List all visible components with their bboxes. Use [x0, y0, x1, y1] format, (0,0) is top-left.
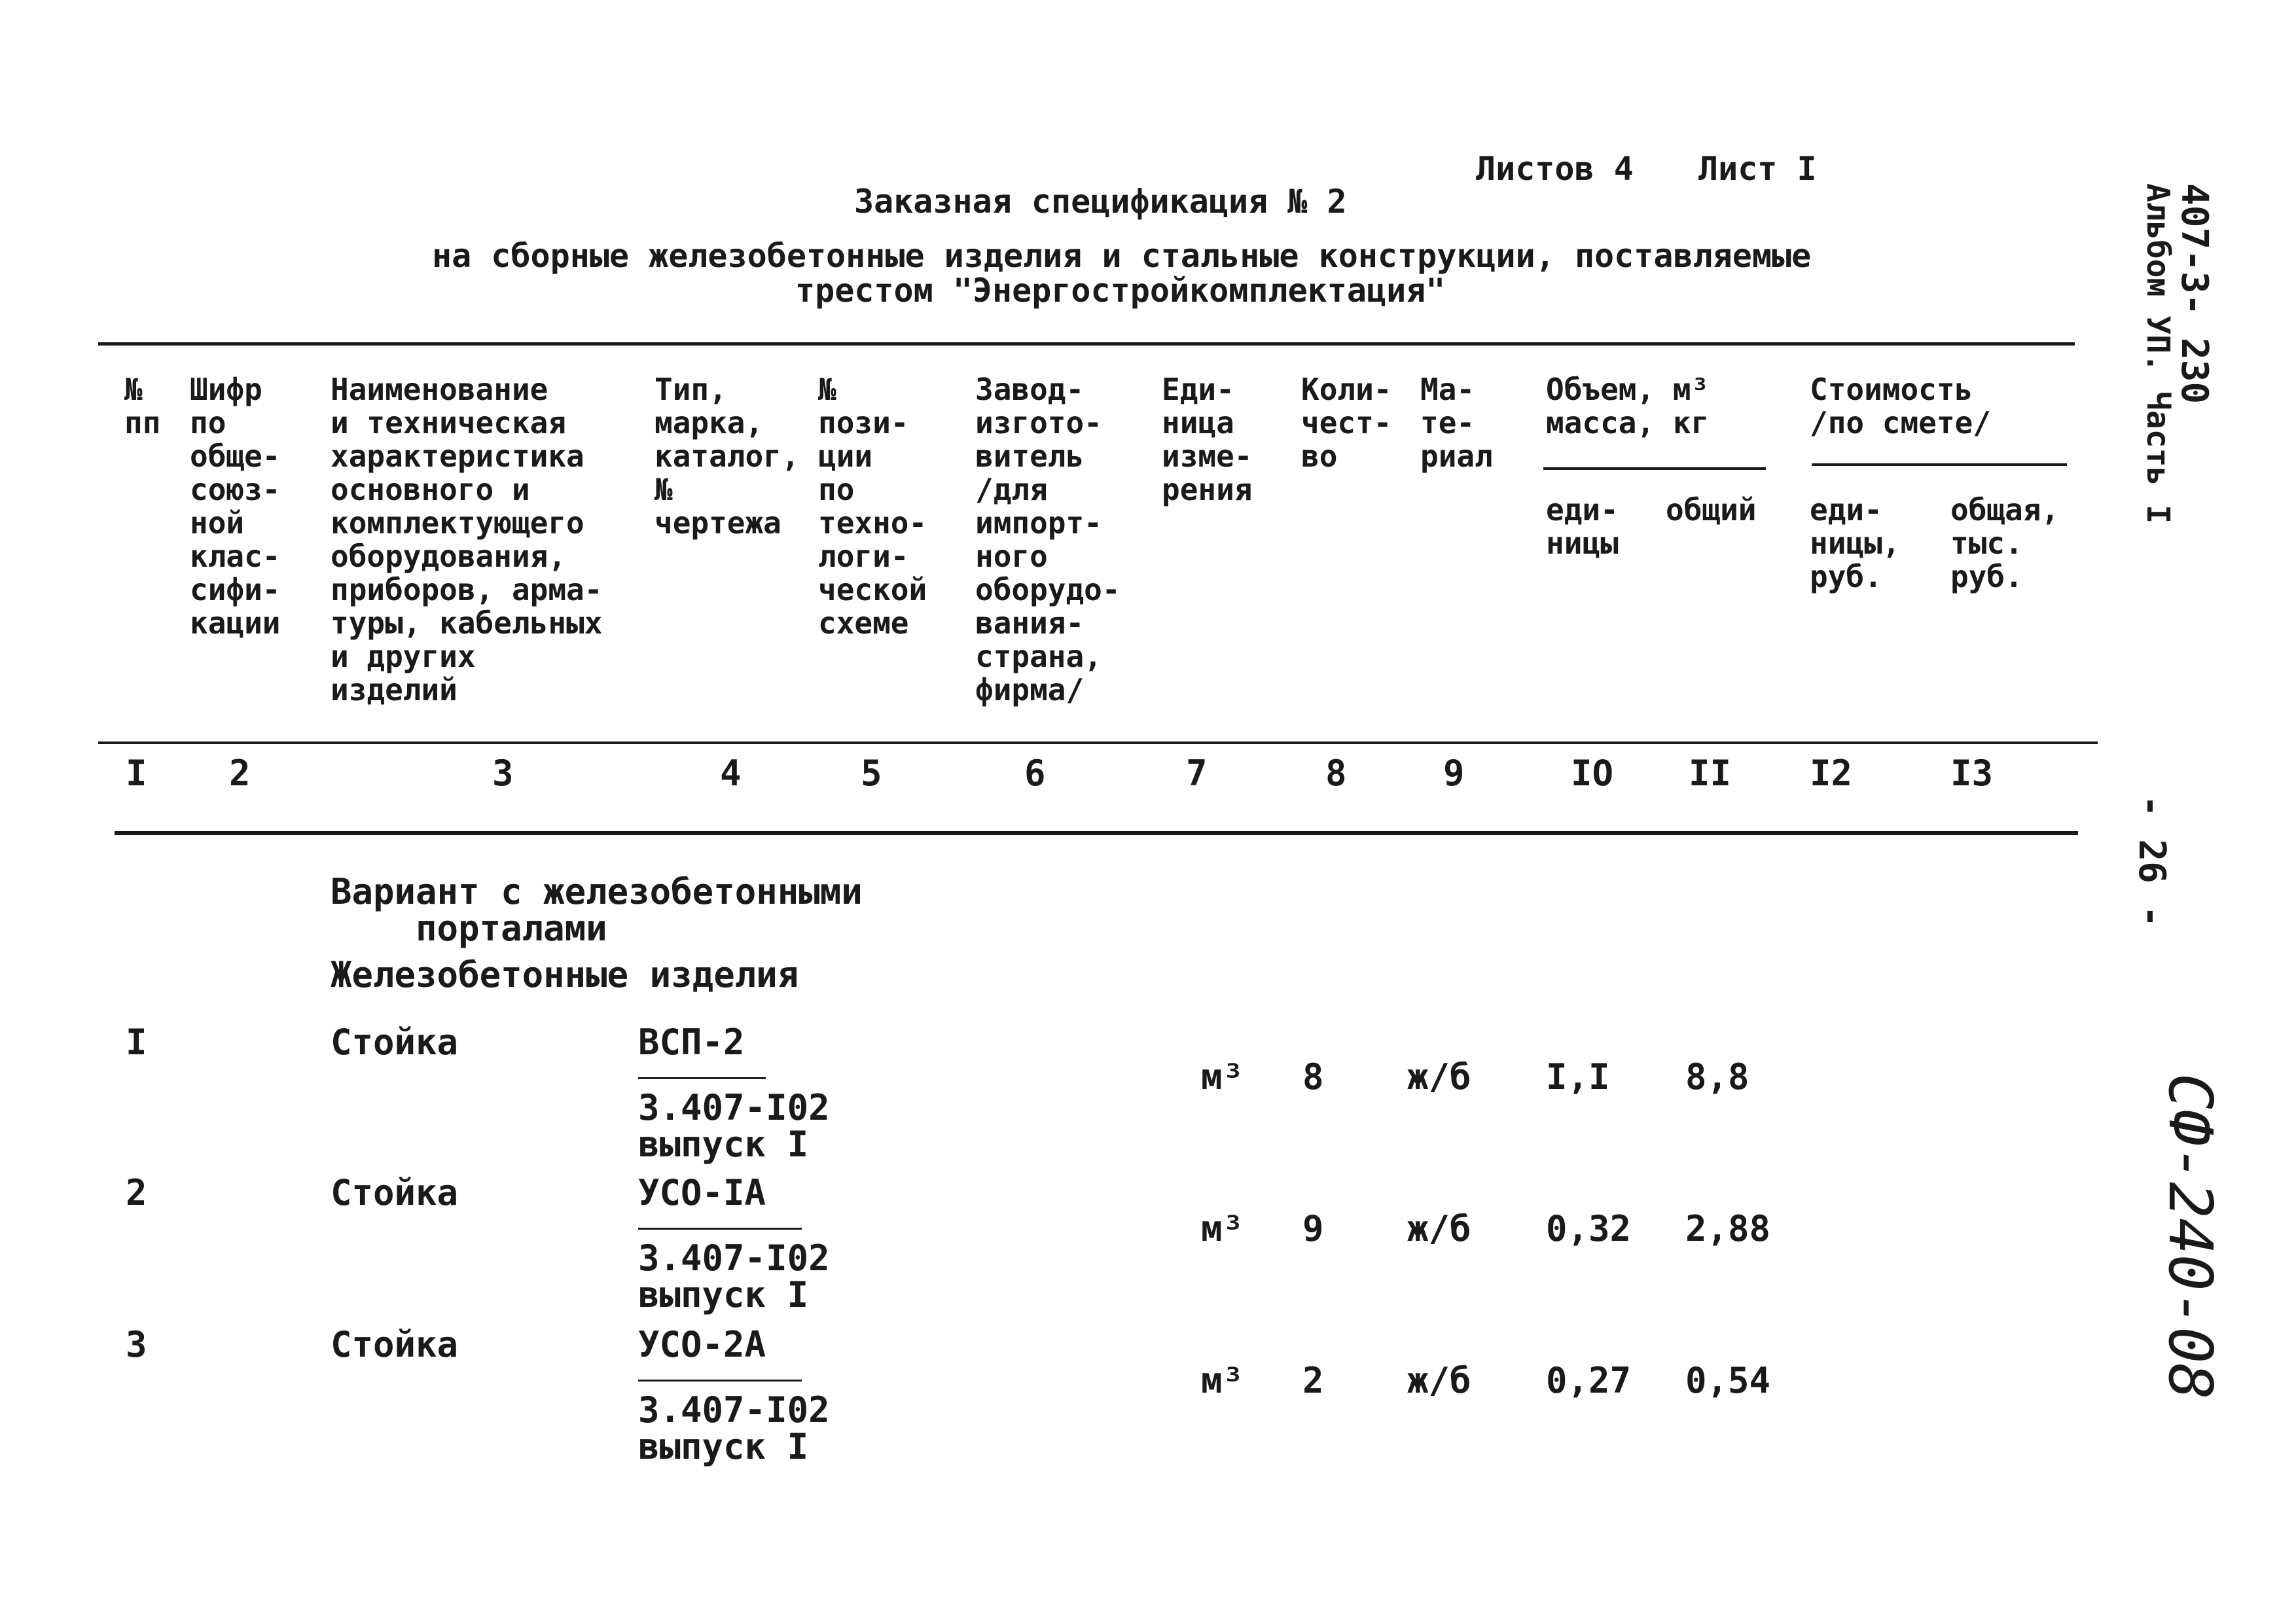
col-number: 8 [1325, 753, 1347, 794]
col-numbers-rule [115, 831, 2078, 835]
col-number: II [1689, 753, 1732, 794]
row-volume-unit: I,I [1546, 1056, 1610, 1097]
col-number: 7 [1186, 753, 1208, 794]
document-title: Заказная спецификация № 2 [854, 183, 1347, 221]
row-volume-total: 2,88 [1685, 1208, 1771, 1249]
row-series: 3.407-I02 выпуск I [638, 1087, 830, 1165]
col-header-9: Ма- те- риал [1420, 372, 1493, 474]
col-header-6: Завод- изгото- витель /для импорт- ного оборудо- вания- страна, фирма/ [975, 372, 1121, 707]
album-code: 407-3- 230 [2173, 183, 2215, 404]
section-variant: Вариант с железобетонными порталами [331, 871, 863, 949]
fraction-line [638, 1228, 802, 1230]
row-volume-unit: 0,27 [1546, 1360, 1632, 1401]
document-subtitle-line1: на сборные железобетонные изделия и стальные конструкции, поставляемые [432, 237, 1812, 275]
row-qty: 9 [1302, 1208, 1324, 1249]
row-volume-total: 0,54 [1685, 1360, 1771, 1401]
table-top-rule [98, 342, 2075, 346]
fraction-line [638, 1380, 802, 1382]
section-group: Железобетонные изделия [331, 954, 799, 995]
sheet-number: Лист I [1698, 150, 1817, 188]
row-number: I [126, 1022, 147, 1063]
row-type: УСО-IА [638, 1172, 766, 1213]
row-type: ВСП-2 [638, 1022, 745, 1063]
row-material: ж/б [1407, 1056, 1471, 1097]
col-header-13: общая, тыс. руб. [1950, 492, 2060, 594]
col-number: 2 [229, 753, 251, 794]
row-unit: м³ [1201, 1056, 1244, 1097]
col-header-cost-group: Стоимость /по смете/ [1810, 372, 1991, 440]
col-number: I [126, 753, 147, 794]
row-material: ж/б [1407, 1360, 1471, 1401]
fraction-line [638, 1077, 766, 1079]
col-header-2: Шифр по обще- союз- ной клас- сифи- кации [190, 372, 281, 641]
col-header-7: Еди- ница изме- рения [1162, 372, 1253, 507]
col-number: 5 [861, 753, 882, 794]
page-number: - 26 - [2130, 795, 2173, 928]
col-header-1: № пп [124, 372, 161, 440]
row-number: 2 [126, 1172, 147, 1213]
col-number: IO [1571, 753, 1614, 794]
row-volume-total: 8,8 [1685, 1056, 1749, 1097]
col-number: I3 [1950, 753, 1994, 794]
row-qty: 8 [1302, 1056, 1324, 1097]
col-header-8: Коли- чест- во [1301, 372, 1392, 474]
row-name: Стойка [331, 1172, 459, 1213]
header-bottom-rule [98, 741, 2098, 744]
col-header-3: Наименование и техническая характеристика основного и комплектующего оборудования, приборов, арма- туры, кабельных и других изделий [331, 372, 603, 707]
document-subtitle-line2: трестом "Энергостройкомплектация" [795, 272, 1446, 310]
col-header-4: Тип, марка, каталог, № чертежа [655, 372, 800, 541]
col-header-volume-group: Объем, м³ масса, кг [1546, 372, 1710, 440]
volume-group-rule [1543, 467, 1766, 470]
row-qty: 2 [1302, 1360, 1324, 1401]
row-material: ж/б [1407, 1208, 1471, 1249]
row-series: 3.407-I02 выпуск I [638, 1238, 830, 1315]
col-header-12: еди- ницы, руб. [1810, 492, 1901, 594]
col-number: 6 [1024, 753, 1046, 794]
album-part: Альбом УП. Часть I [2140, 183, 2176, 524]
row-unit: м³ [1201, 1360, 1244, 1401]
row-volume-unit: 0,32 [1546, 1208, 1632, 1249]
row-number: 3 [126, 1324, 147, 1365]
col-header-11: общий [1666, 492, 1757, 527]
col-number: 4 [720, 753, 742, 794]
row-name: Стойка [331, 1324, 459, 1365]
cost-group-rule [1812, 463, 2067, 466]
sheets-count: Листов 4 [1476, 150, 1634, 188]
row-unit: м³ [1201, 1208, 1244, 1249]
col-header-10: еди- ницы [1546, 492, 1619, 561]
col-number: 9 [1443, 753, 1465, 794]
col-number: I2 [1810, 753, 1853, 794]
col-number: 3 [492, 753, 514, 794]
stamp-code: СФ-240-08 [2155, 1073, 2225, 1400]
row-series: 3.407-I02 выпуск I [638, 1389, 830, 1467]
row-type: УСО-2А [638, 1324, 766, 1365]
col-header-5: № пози- ции по техно- логи- ческой схеме [818, 372, 927, 641]
row-name: Стойка [331, 1022, 459, 1063]
